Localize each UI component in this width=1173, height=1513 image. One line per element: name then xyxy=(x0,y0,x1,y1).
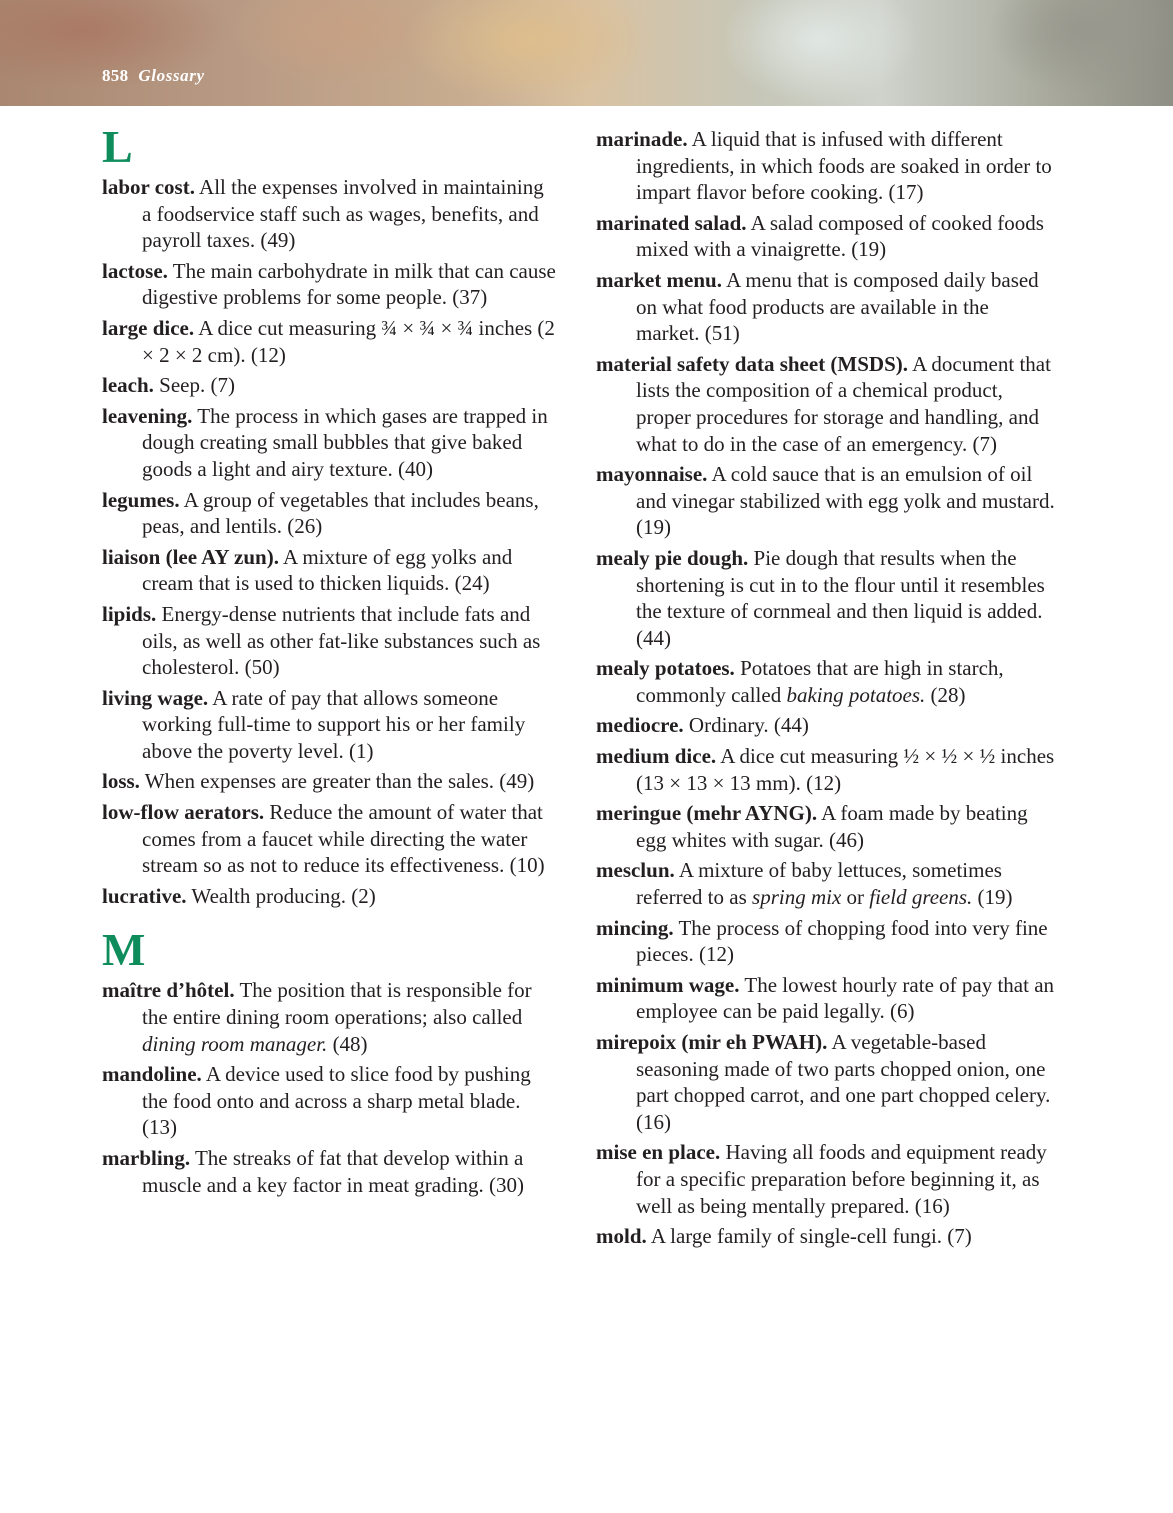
glossary-definition: A document that lists the composition of a chemical product, proper procedures for storage and handling, and what to do in the case of an emergency. (7) xyxy=(636,351,1051,456)
glossary-term: lactose. xyxy=(102,258,168,283)
glossary-entry xyxy=(102,258,557,311)
glossary-term: legumes. xyxy=(102,487,180,512)
glossary-entry xyxy=(102,487,557,540)
glossary-entry xyxy=(102,403,557,483)
glossary-entry xyxy=(102,601,557,681)
glossary-entry xyxy=(102,685,557,765)
glossary-entry xyxy=(102,315,557,368)
glossary-definition: The lowest hourly rate of pay that an employee can be paid legally. (6) xyxy=(636,972,1055,1024)
glossary-definition: Energy-dense nutrients that include fats and oils, as well as other fat-like substances such as cholesterol. (50) xyxy=(142,601,541,680)
glossary-definition: The streaks of fat that develop within a muscle and a key factor in meat grading. (30) xyxy=(142,1146,524,1197)
glossary-entry xyxy=(596,972,1056,1025)
glossary-definition: (28) xyxy=(925,682,966,707)
glossary-term: market menu. xyxy=(596,267,722,292)
letter-heading-l: L xyxy=(102,121,133,172)
glossary-definition: dining room manager. xyxy=(142,1031,328,1056)
section-title: Glossary xyxy=(138,66,205,85)
glossary-definition: A group of vegetables that includes beans, peas, and lentils. (26) xyxy=(142,487,539,539)
glossary-term: leach. xyxy=(102,373,154,398)
left-column xyxy=(102,121,557,1202)
glossary-entry xyxy=(102,372,557,399)
glossary-definition: A dice cut measuring ½ × ½ × ½ inches (13 × 13 × 13 mm). (12) xyxy=(636,744,1055,795)
glossary-term: leavening. xyxy=(102,403,193,428)
glossary-entry xyxy=(596,210,1056,263)
glossary-definition: The position that is responsible for the entire dining room operations; also called xyxy=(142,978,532,1030)
glossary-definition: baking potatoes. xyxy=(786,682,926,707)
glossary-definition: or xyxy=(841,885,870,910)
glossary-term: marinated salad. xyxy=(596,210,747,235)
glossary-entry xyxy=(596,800,1056,853)
glossary-term: liaison (lee AY zun). xyxy=(102,544,279,569)
glossary-definition: A liquid that is infused with different ingredients, in which foods are soaked in order to impart flavor before cooking. (17) xyxy=(636,127,1052,205)
glossary-definition: A foam made by beating egg whites with sugar. (46) xyxy=(636,801,1028,852)
glossary-entry xyxy=(596,712,1056,739)
glossary-entry xyxy=(596,915,1056,968)
glossary-term: mediocre. xyxy=(596,713,684,738)
glossary-definition: The process of chopping food into very fine pieces. (12) xyxy=(636,915,1048,967)
glossary-definition: Having all foods and equipment ready for a specific preparation before beginning it, as well as being mentally prepared. (16) xyxy=(636,1140,1047,1218)
glossary-term: mold. xyxy=(596,1224,647,1249)
glossary-term: mesclun. xyxy=(596,858,675,883)
glossary-entry xyxy=(102,1061,557,1141)
glossary-entry xyxy=(596,267,1056,347)
glossary-entry xyxy=(102,544,557,597)
header-banner xyxy=(0,0,1173,106)
glossary-definition: Seep. (7) xyxy=(153,373,235,398)
glossary-term: lipids. xyxy=(102,601,157,626)
glossary-definition: The process in which gases are trapped in dough creating small bubbles that give baked goods a light and airy texture. (40) xyxy=(142,403,548,481)
glossary-entry xyxy=(596,545,1056,651)
glossary-entry xyxy=(596,655,1056,708)
glossary-entry xyxy=(596,126,1056,206)
glossary-term: mincing. xyxy=(596,915,674,940)
page-number: 858 xyxy=(102,66,129,85)
glossary-term: labor cost. xyxy=(102,175,195,199)
glossary-entry xyxy=(102,174,557,254)
glossary-term: lucrative. xyxy=(102,883,187,908)
glossary-definition: spring mix xyxy=(752,885,842,910)
letter-heading-m: M xyxy=(102,924,146,976)
glossary-definition: A mixture of baby lettuces, sometimes referred to as xyxy=(636,858,1002,910)
glossary-entry xyxy=(596,1223,1056,1250)
glossary-term: meringue (mehr AYNG). xyxy=(596,801,818,826)
glossary-entry xyxy=(102,768,557,795)
glossary-definition: (48) xyxy=(327,1031,368,1056)
glossary-definition: A dice cut measuring ¾ × ¾ × ¾ inches (2 × 2 × 2 cm). (12) xyxy=(142,315,555,367)
glossary-entry xyxy=(596,857,1056,910)
glossary-term: marinade. xyxy=(596,127,688,151)
glossary-list-m-left xyxy=(102,977,557,1198)
glossary-term: maître d’hôtel. xyxy=(102,978,235,1003)
glossary-list-l xyxy=(102,174,557,909)
glossary-term: large dice. xyxy=(102,315,195,340)
glossary-term: mise en place. xyxy=(596,1140,721,1165)
glossary-term: material safety data sheet (MSDS). xyxy=(596,351,909,376)
glossary-definition: Reduce the amount of water that comes from a faucet while directing the water stream so as not to reduce its effectiveness. (10) xyxy=(142,800,545,878)
glossary-term: mayonnaise. xyxy=(596,462,708,487)
right-column xyxy=(596,126,1056,1254)
glossary-definition: A vegetable-based seasoning made of two parts chopped onion, one part chopped carrot, and one part chopped celery. (16) xyxy=(636,1030,1051,1134)
glossary-entry xyxy=(596,1139,1056,1219)
running-header xyxy=(102,66,205,86)
glossary-definition: A rate of pay that allows someone working full-time to support his or her family above the poverty level. (1) xyxy=(142,685,526,763)
glossary-definition: field greens. xyxy=(869,885,973,910)
glossary-entry xyxy=(102,883,557,910)
glossary-definition: A large family of single-cell fungi. (7) xyxy=(646,1224,972,1249)
glossary-entry xyxy=(596,351,1056,457)
glossary-entry xyxy=(596,743,1056,796)
glossary-term: loss. xyxy=(102,769,140,794)
glossary-term: minimum wage. xyxy=(596,972,740,997)
glossary-term: mandoline. xyxy=(102,1062,202,1087)
glossary-definition: When expenses are greater than the sales. (49) xyxy=(139,769,535,794)
glossary-entry xyxy=(102,799,557,879)
glossary-definition: A mixture of egg yolks and cream that is used to thicken liquids. (24) xyxy=(142,544,513,596)
glossary-term: low-flow aerators. xyxy=(102,800,265,825)
glossary-entry xyxy=(102,977,557,1057)
glossary-term: mealy potatoes. xyxy=(596,656,735,681)
glossary-term: medium dice. xyxy=(596,744,717,769)
glossary-term: mealy pie dough. xyxy=(596,545,749,570)
glossary-definition: Wealth producing. (2) xyxy=(186,883,376,908)
glossary-definition: Pie dough that results when the shortening is cut in to the flour until it resembles the texture of cornmeal and then liquid is added. (44) xyxy=(636,545,1045,650)
glossary-entry xyxy=(596,1029,1056,1135)
glossary-definition: A menu that is composed daily based on what food products are available in the market. (51) xyxy=(636,267,1039,346)
glossary-list-m-right xyxy=(596,126,1056,1250)
glossary-definition: A cold sauce that is an emulsion of oil and vinegar stabilized with egg yolk and mustard. (19) xyxy=(636,462,1055,540)
glossary-definition: Ordinary. (44) xyxy=(683,713,809,738)
glossary-definition: A device used to slice food by pushing the food onto and across a sharp metal blade. (13) xyxy=(142,1062,531,1140)
glossary-entry xyxy=(596,461,1056,541)
glossary-definition: A salad composed of cooked foods mixed with a vinaigrette. (19) xyxy=(636,210,1044,262)
glossary-entry xyxy=(102,1145,557,1198)
glossary-term: marbling. xyxy=(102,1146,191,1170)
glossary-definition: The main carbohydrate in milk that can cause digestive problems for some people. (37) xyxy=(142,258,556,310)
glossary-definition: (19) xyxy=(972,885,1013,910)
glossary-term: living wage. xyxy=(102,685,209,710)
glossary-definition: All the expenses involved in maintaining a foodservice staff such as wages, benefits, and payroll taxes. (49) xyxy=(142,175,544,253)
glossary-term: mirepoix (mir eh PWAH). xyxy=(596,1030,828,1054)
glossary-definition: Potatoes that are high in starch, commonly called xyxy=(636,656,1004,707)
